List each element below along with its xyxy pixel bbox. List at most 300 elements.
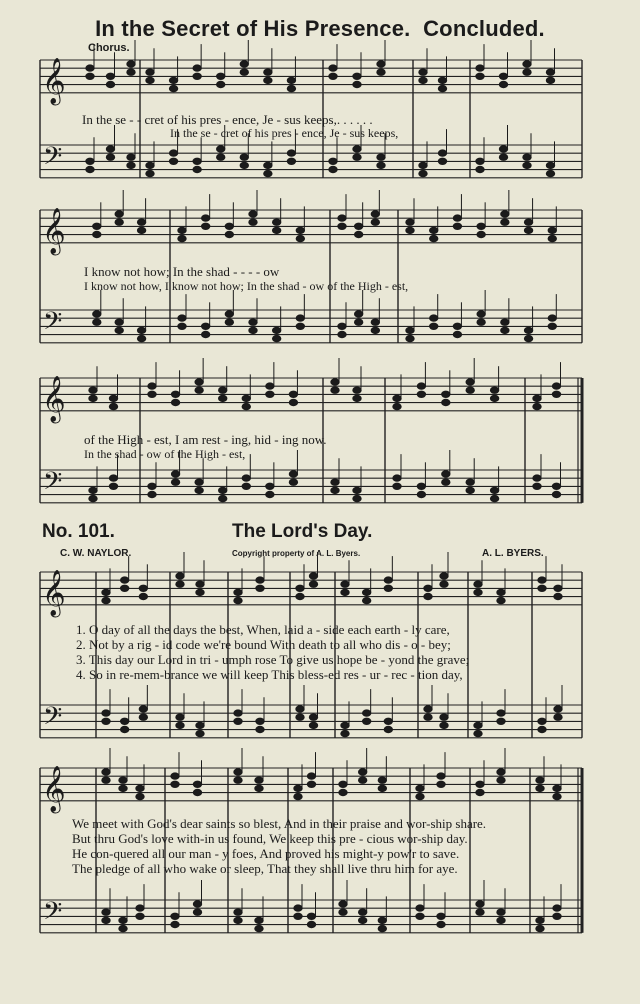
note-head [136, 785, 144, 791]
note-head [497, 710, 505, 716]
note-head [353, 73, 361, 79]
note-head [552, 483, 560, 489]
note-head [501, 327, 509, 333]
note-head [538, 577, 546, 583]
note-head [193, 73, 201, 79]
note-head [242, 483, 250, 489]
note-head [553, 793, 561, 799]
note-head [296, 714, 304, 720]
verse-4-second: The pledge of all who wake or sleep, That they shall live thru him for aye. [72, 861, 458, 876]
note-head [127, 61, 135, 67]
note-head [294, 905, 302, 911]
note-head [430, 323, 438, 329]
note-head [371, 211, 379, 217]
hymn2-number: No. 101. [42, 521, 115, 542]
note-head [234, 917, 242, 923]
note-head [438, 77, 446, 83]
note-head [378, 777, 386, 783]
note-head [341, 581, 349, 587]
lyric-row2-lower: I know not how, I know not how; In the shad - ow of the High - est, [84, 279, 409, 293]
bass-clef: 𝄢 [43, 897, 63, 932]
bass-staff-2 [40, 310, 582, 343]
note-head [127, 69, 135, 75]
note-head [225, 231, 233, 237]
note-head [193, 789, 201, 795]
note-head [476, 158, 484, 164]
note-head [256, 577, 264, 583]
note-head [307, 781, 315, 787]
note-head [553, 913, 561, 919]
note-head [234, 710, 242, 716]
note-head [120, 577, 128, 583]
note-head [148, 491, 156, 497]
note-head [120, 726, 128, 732]
note-head [309, 581, 317, 587]
note-head [264, 69, 272, 75]
note-head [546, 170, 554, 176]
note-head [440, 722, 448, 728]
note-head [266, 383, 274, 389]
note-head [106, 154, 114, 160]
note-head [474, 589, 482, 595]
note-head [294, 793, 302, 799]
note-head [430, 315, 438, 321]
note-head [548, 227, 556, 233]
note-head [146, 162, 154, 168]
note-head [171, 471, 179, 477]
bass-clef: 𝄢 [43, 142, 63, 177]
note-head [176, 573, 184, 579]
note-head [499, 81, 507, 87]
note-head [536, 917, 544, 923]
note-head [264, 170, 272, 176]
note-head [120, 718, 128, 724]
note-head [362, 718, 370, 724]
note-head [424, 706, 432, 712]
note-head [476, 73, 484, 79]
note-head [146, 69, 154, 75]
note-head [148, 391, 156, 397]
note-head [86, 73, 94, 79]
note-head [127, 154, 135, 160]
note-head [437, 781, 445, 787]
note-head [242, 403, 250, 409]
note-head [553, 905, 561, 911]
note-head [442, 399, 450, 405]
note-head [106, 146, 114, 152]
treble-clef: 𝄞 [42, 58, 66, 104]
note-head [533, 403, 541, 409]
note-head [309, 714, 317, 720]
note-head [430, 235, 438, 241]
note-head [171, 773, 179, 779]
note-head [193, 901, 201, 907]
note-head [329, 158, 337, 164]
note-head [338, 331, 346, 337]
note-head [225, 223, 233, 229]
note-head [201, 215, 209, 221]
note-head [497, 909, 505, 915]
note-head [501, 219, 509, 225]
note-head [195, 479, 203, 485]
note-head [309, 573, 317, 579]
note-head [89, 495, 97, 501]
note-head [424, 714, 432, 720]
note-head [353, 495, 361, 501]
note-head [438, 85, 446, 91]
note-head [501, 211, 509, 217]
note-head [499, 73, 507, 79]
note-head [536, 777, 544, 783]
note-head [178, 227, 186, 233]
note-head [171, 781, 179, 787]
note-head [384, 718, 392, 724]
note-head [378, 785, 386, 791]
note-head [240, 69, 248, 75]
note-head [225, 311, 233, 317]
note-head [171, 399, 179, 405]
note-head [358, 917, 366, 923]
note-head [115, 211, 123, 217]
note-head [255, 785, 263, 791]
note-head [171, 913, 179, 919]
note-head [353, 154, 361, 160]
note-head [193, 781, 201, 787]
note-head [219, 495, 227, 501]
note-head [102, 597, 110, 603]
note-head [417, 383, 425, 389]
note-head [477, 223, 485, 229]
note-head [169, 85, 177, 91]
note-head [225, 319, 233, 325]
note-head [466, 387, 474, 393]
note-head [109, 395, 117, 401]
note-head [437, 913, 445, 919]
note-head [178, 315, 186, 321]
note-head [377, 162, 385, 168]
note-head [362, 589, 370, 595]
note-head [289, 479, 297, 485]
note-head [406, 335, 414, 341]
treble-clef: 𝄞 [42, 376, 66, 422]
note-head [169, 77, 177, 83]
note-head [289, 391, 297, 397]
note-head [195, 379, 203, 385]
note-head [102, 589, 110, 595]
verse-3-second: He con-quered all our man - y foes, And proved his might-y pow'r to save. [72, 846, 460, 861]
note-head [234, 769, 242, 775]
note-head [538, 585, 546, 591]
note-head [546, 162, 554, 168]
note-head [358, 777, 366, 783]
verse-1-first: 1. O day of all the days the best, When, laid a - side each earth - ly care, [76, 622, 450, 637]
note-head [102, 917, 110, 923]
note-head [339, 909, 347, 915]
note-head [338, 215, 346, 221]
verse-2-first: 2. Not by a rig - id code we're bound With death to all who dis - o - bey; [76, 637, 451, 652]
note-head [178, 323, 186, 329]
note-head [419, 170, 427, 176]
note-head [353, 387, 361, 393]
note-head [354, 231, 362, 237]
note-head [266, 483, 274, 489]
note-head [419, 162, 427, 168]
note-head [393, 475, 401, 481]
note-head [287, 85, 295, 91]
note-head [552, 491, 560, 497]
note-head [219, 487, 227, 493]
note-head [378, 917, 386, 923]
note-head [146, 77, 154, 83]
note-head [442, 391, 450, 397]
note-head [339, 781, 347, 787]
note-head [169, 150, 177, 156]
note-head [217, 81, 225, 87]
note-head [176, 714, 184, 720]
note-head [307, 913, 315, 919]
note-head [533, 483, 541, 489]
hymn1-title: In the Secret of His Presence. Concluded. [95, 16, 545, 41]
note-head [272, 219, 280, 225]
note-head [102, 710, 110, 716]
note-head [93, 231, 101, 237]
note-head [115, 327, 123, 333]
note-head [553, 785, 561, 791]
note-head [256, 726, 264, 732]
note-head [476, 901, 484, 907]
treble-staff-3 [40, 378, 582, 411]
note-head [296, 323, 304, 329]
note-head [196, 730, 204, 736]
note-head [523, 69, 531, 75]
note-head [139, 593, 147, 599]
note-head [193, 158, 201, 164]
treble-clef: 𝄞 [42, 570, 66, 616]
note-head [139, 585, 147, 591]
note-head [440, 714, 448, 720]
note-head [453, 323, 461, 329]
note-head [89, 387, 97, 393]
note-head [217, 146, 225, 152]
note-head [490, 487, 498, 493]
note-head [524, 327, 532, 333]
note-head [102, 909, 110, 915]
note-head [440, 581, 448, 587]
note-head [417, 483, 425, 489]
note-head [406, 219, 414, 225]
note-head [338, 323, 346, 329]
note-head [453, 223, 461, 229]
note-head [137, 227, 145, 233]
note-head [546, 69, 554, 75]
note-head [294, 913, 302, 919]
note-head [89, 395, 97, 401]
note-head [86, 166, 94, 172]
verse-4-first: 4. So in re-mem-brance we will keep This bless-ed res - ur - rec - tion day, [76, 667, 463, 682]
hymn2-author: C. W. NAYLOR. [60, 548, 132, 559]
note-head [193, 909, 201, 915]
note-head [193, 65, 201, 71]
note-head [106, 81, 114, 87]
note-head [406, 227, 414, 233]
note-head [384, 726, 392, 732]
note-head [120, 585, 128, 591]
note-head [249, 327, 257, 333]
note-head [264, 162, 272, 168]
note-head [552, 383, 560, 389]
note-head [193, 166, 201, 172]
note-head [146, 170, 154, 176]
note-head [196, 589, 204, 595]
note-head [533, 395, 541, 401]
note-head [554, 714, 562, 720]
note-head [136, 793, 144, 799]
note-head [466, 379, 474, 385]
note-head [393, 483, 401, 489]
note-head [438, 158, 446, 164]
note-head [255, 925, 263, 931]
note-head [139, 706, 147, 712]
note-head [171, 479, 179, 485]
note-head [339, 789, 347, 795]
note-head [289, 399, 297, 405]
note-head [477, 231, 485, 237]
note-head [358, 909, 366, 915]
note-head [331, 379, 339, 385]
note-head [354, 223, 362, 229]
note-head [393, 403, 401, 409]
note-head [417, 391, 425, 397]
note-head [497, 769, 505, 775]
note-head [309, 722, 317, 728]
note-head [119, 917, 127, 923]
note-head [466, 487, 474, 493]
note-head [341, 730, 349, 736]
lyric-row3-upper: of the High - est, I am rest - ing, hid - ing now. [84, 432, 327, 447]
note-head [442, 471, 450, 477]
note-head [476, 65, 484, 71]
note-head [256, 718, 264, 724]
note-head [307, 773, 315, 779]
note-head [497, 718, 505, 724]
note-head [86, 65, 94, 71]
note-head [169, 158, 177, 164]
note-head [264, 77, 272, 83]
note-head [476, 166, 484, 172]
note-head [196, 722, 204, 728]
note-head [240, 61, 248, 67]
note-head [442, 479, 450, 485]
note-head [353, 81, 361, 87]
note-head [287, 158, 295, 164]
note-head [296, 227, 304, 233]
note-head [219, 387, 227, 393]
note-head [242, 395, 250, 401]
note-head [536, 785, 544, 791]
note-head [362, 597, 370, 603]
note-head [234, 718, 242, 724]
note-head [419, 69, 427, 75]
note-head [287, 77, 295, 83]
note-head [148, 483, 156, 489]
note-head [424, 585, 432, 591]
note-head [137, 335, 145, 341]
bass-staff-3 [40, 470, 582, 503]
note-head [354, 311, 362, 317]
note-head [171, 391, 179, 397]
note-head [234, 777, 242, 783]
note-head [219, 395, 227, 401]
treble-clef: 𝄞 [42, 766, 66, 812]
note-head [106, 73, 114, 79]
note-head [417, 491, 425, 497]
lyric-row2-upper: I know not how; In the shad - - - - ow [84, 264, 280, 279]
lyric-row1-upper: In the se - - cret of his pres - ence, Je - sus keeps,. . . . . . [82, 112, 373, 127]
note-head [329, 73, 337, 79]
note-head [272, 227, 280, 233]
bass-clef: 𝄢 [43, 307, 63, 342]
note-head [331, 487, 339, 493]
note-head [416, 905, 424, 911]
note-head [234, 589, 242, 595]
note-head [523, 154, 531, 160]
note-head [102, 777, 110, 783]
note-head [115, 319, 123, 325]
note-head [552, 391, 560, 397]
note-head [329, 65, 337, 71]
note-head [201, 223, 209, 229]
note-head [554, 593, 562, 599]
note-head [119, 925, 127, 931]
note-head [331, 479, 339, 485]
note-head [256, 585, 264, 591]
verse-1-second: We meet with God's dear saints so blest, And in their praise and wor-ship share. [72, 816, 487, 831]
note-head [437, 921, 445, 927]
note-head [178, 235, 186, 241]
note-head [477, 319, 485, 325]
note-head [296, 235, 304, 241]
note-head [240, 154, 248, 160]
note-head [119, 777, 127, 783]
note-head [296, 706, 304, 712]
note-head [424, 593, 432, 599]
note-head [524, 227, 532, 233]
note-head [474, 722, 482, 728]
note-head [371, 319, 379, 325]
note-head [437, 773, 445, 779]
note-head [523, 162, 531, 168]
note-head [536, 925, 544, 931]
note-head [307, 921, 315, 927]
note-head [195, 387, 203, 393]
note-head [416, 913, 424, 919]
note-head [384, 577, 392, 583]
note-head [362, 710, 370, 716]
note-head [548, 323, 556, 329]
note-head [176, 722, 184, 728]
note-head [393, 395, 401, 401]
note-head [89, 487, 97, 493]
note-head [523, 61, 531, 67]
note-head [217, 73, 225, 79]
note-head [296, 585, 304, 591]
note-head [490, 395, 498, 401]
note-head [419, 77, 427, 83]
note-head [353, 395, 361, 401]
note-head [148, 383, 156, 389]
note-head [137, 219, 145, 225]
note-head [137, 327, 145, 333]
